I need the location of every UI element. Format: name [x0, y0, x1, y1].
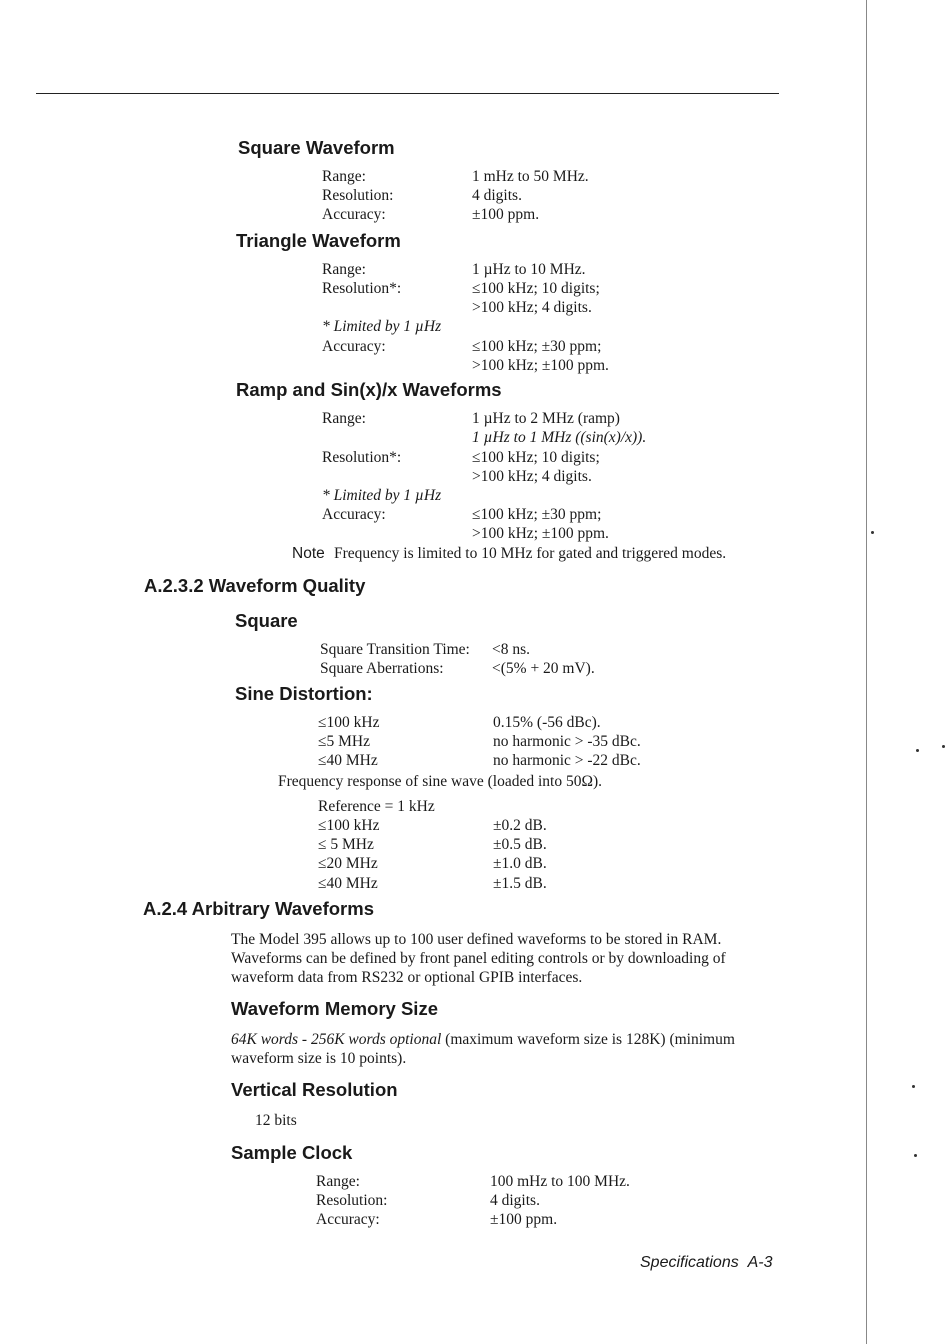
- response-row-value-3: ±1.0 dB.: [493, 855, 547, 872]
- frequency-response-text: Frequency response of sine wave (loaded into 50Ω).: [278, 773, 603, 790]
- response-row-value-4: ±1.5 dB.: [493, 875, 547, 892]
- ramp-footnote: * Limited by 1 µHz: [322, 487, 442, 504]
- sine-row-value-1: 0.15% (-56 dBc).: [493, 714, 601, 731]
- memory-size-text: (maximum waveform size is 128K) (minimum waveform size is 10 points).: [231, 1031, 735, 1067]
- square-aberrations-label: Square Aberrations:: [320, 660, 444, 677]
- ramp-resolution-label: Resolution*:: [322, 449, 402, 466]
- ramp-waveform-heading: Ramp and Sin(x)/x Waveforms: [236, 379, 502, 400]
- scan-speck: [912, 1085, 915, 1088]
- sine-row-label-3: ≤40 MHz: [318, 752, 378, 769]
- triangle-footnote: * Limited by 1 µHz: [322, 318, 442, 335]
- note-text: Frequency is limited to 10 MHz for gated and triggered modes.: [334, 545, 727, 562]
- response-row-label-1: ≤100 kHz: [318, 817, 380, 834]
- square-transition-value: <8 ns.: [492, 641, 531, 658]
- square-quality-heading: Square: [235, 610, 298, 631]
- ramp-range-value-1: 1 µHz to 2 MHz (ramp): [472, 410, 620, 427]
- sine-row-value-3: no harmonic > -22 dBc.: [493, 752, 641, 769]
- triangle-accuracy-value-2: >100 kHz; ±100 ppm.: [472, 357, 609, 374]
- response-row-value-2: ±0.5 dB.: [493, 836, 547, 853]
- square-resolution-value: 4 digits.: [472, 187, 522, 204]
- square-accuracy-value: ±100 ppm.: [472, 206, 540, 223]
- triangle-resolution-value-1: ≤100 kHz; 10 digits;: [472, 280, 600, 297]
- memory-size-heading: Waveform Memory Size: [231, 998, 438, 1019]
- ramp-resolution-value-1: ≤100 kHz; 10 digits;: [472, 449, 600, 466]
- triangle-range-value: 1 µHz to 10 MHz.: [472, 261, 586, 278]
- triangle-range-label: Range:: [322, 261, 366, 278]
- page-edge-line: [866, 0, 867, 1344]
- clock-resolution-label: Resolution:: [316, 1192, 388, 1209]
- square-range-label: Range:: [322, 168, 366, 185]
- ramp-range-label: Range:: [322, 410, 366, 427]
- page-footer: [640, 1254, 773, 1272]
- scan-speck: [871, 531, 874, 534]
- clock-resolution-value: 4 digits.: [490, 1192, 540, 1209]
- triangle-waveform-heading: Triangle Waveform: [236, 230, 401, 251]
- footer-section: Specifications: [640, 1254, 739, 1271]
- clock-accuracy-value: ±100 ppm.: [490, 1211, 558, 1228]
- ramp-accuracy-value-2: >100 kHz; ±100 ppm.: [472, 525, 609, 542]
- ramp-accuracy-value-1: ≤100 kHz; ±30 ppm;: [472, 506, 602, 523]
- triangle-accuracy-label: Accuracy:: [322, 338, 386, 355]
- square-range-value: 1 mHz to 50 MHz.: [472, 168, 589, 185]
- triangle-accuracy-value-1: ≤100 kHz; ±30 ppm;: [472, 338, 602, 355]
- footer-page-number: A-3: [747, 1254, 773, 1271]
- header-rule: [36, 93, 779, 94]
- square-resolution-label: Resolution:: [322, 187, 394, 204]
- sine-distortion-heading: Sine Distortion:: [235, 683, 373, 704]
- clock-accuracy-label: Accuracy:: [316, 1211, 380, 1228]
- scan-speck: [914, 1154, 917, 1157]
- scan-speck: [942, 745, 945, 748]
- vertical-resolution-value: 12 bits: [255, 1112, 297, 1129]
- clock-range-value: 100 mHz to 100 MHz.: [490, 1173, 630, 1190]
- ramp-resolution-value-2: >100 kHz; 4 digits.: [472, 468, 592, 485]
- square-transition-label: Square Transition Time:: [320, 641, 470, 658]
- scan-speck: [916, 749, 919, 752]
- triangle-resolution-value-2: >100 kHz; 4 digits.: [472, 299, 592, 316]
- sine-row-value-2: no harmonic > -35 dBc.: [493, 733, 641, 750]
- response-row-label-4: ≤40 MHz: [318, 875, 378, 892]
- waveform-quality-heading: A.2.3.2 Waveform Quality: [144, 575, 366, 596]
- note-label: Note: [292, 545, 325, 562]
- ramp-range-value-2: 1 µHz to 1 MHz ((sin(x)/x)).: [472, 429, 647, 446]
- response-row-label-3: ≤20 MHz: [318, 855, 378, 872]
- triangle-resolution-label: Resolution*:: [322, 280, 402, 297]
- response-row-value-1: ±0.2 dB.: [493, 817, 547, 834]
- sample-clock-heading: Sample Clock: [231, 1142, 353, 1163]
- reference-text: Reference = 1 kHz: [318, 798, 435, 815]
- arbitrary-waveforms-heading: A.2.4 Arbitrary Waveforms: [143, 898, 374, 919]
- square-accuracy-label: Accuracy:: [322, 206, 386, 223]
- square-waveform-heading: Square Waveform: [238, 137, 395, 158]
- response-row-label-2: ≤ 5 MHz: [318, 836, 374, 853]
- square-aberrations-value: <(5% + 20 mV).: [492, 660, 595, 677]
- clock-range-label: Range:: [316, 1173, 360, 1190]
- memory-size-italic: 64K words - 256K words optional: [231, 1031, 442, 1048]
- memory-size-paragraph: [231, 1030, 791, 1068]
- sine-row-label-1: ≤100 kHz: [318, 714, 380, 731]
- vertical-resolution-heading: Vertical Resolution: [231, 1079, 398, 1100]
- arbitrary-intro-paragraph: The Model 395 allows up to 100 user defined waveforms to be stored in RAM. Waveforms can be defined by front panel editing controls or by downloading of waveform data from RS232 or optional GPIB interfaces.: [231, 931, 726, 986]
- ramp-accuracy-label: Accuracy:: [322, 506, 386, 523]
- sine-row-label-2: ≤5 MHz: [318, 733, 370, 750]
